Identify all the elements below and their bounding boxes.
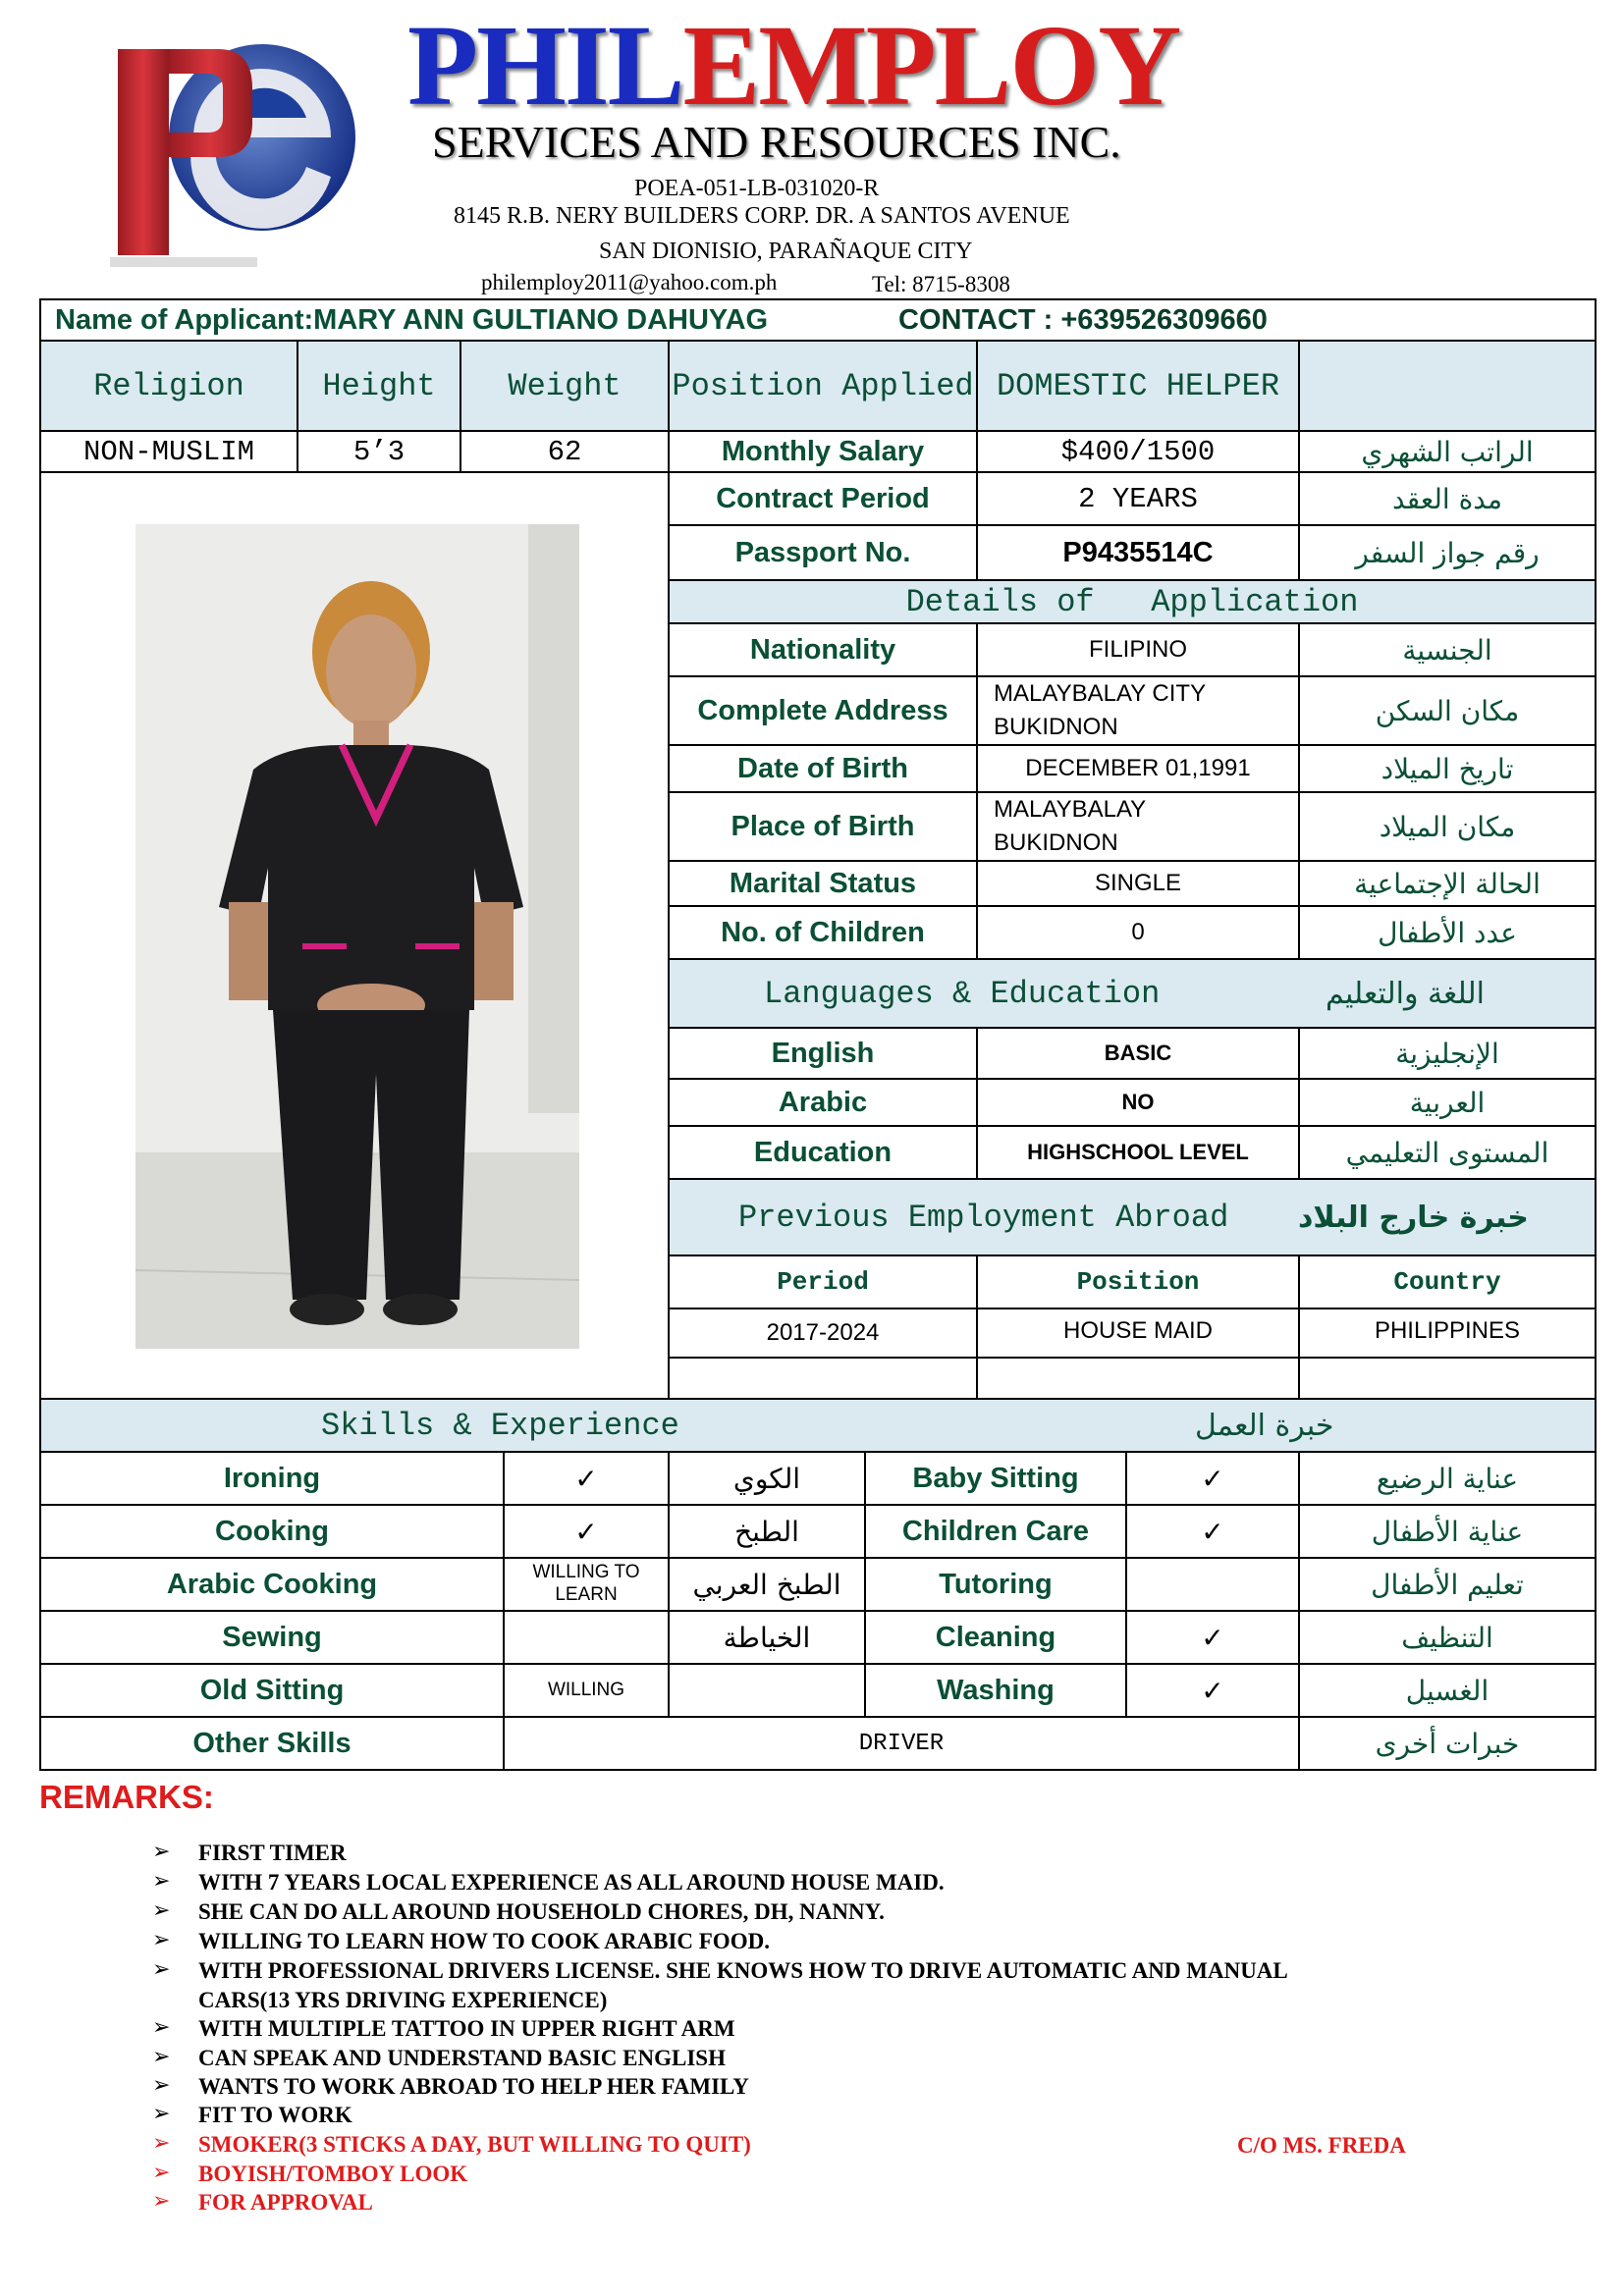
logo-graphic: [110, 29, 365, 275]
employment-country: PHILIPPINES: [1298, 1308, 1597, 1359]
position-column-header: Position: [976, 1255, 1300, 1309]
company-logo: [110, 29, 365, 275]
arrow-bullet-icon: ➢: [152, 2131, 171, 2156]
skill-ironing-check: ✓: [503, 1451, 670, 1506]
arrow-bullet-icon: ➢: [152, 2073, 171, 2098]
employment-position: HOUSE MAID: [976, 1308, 1300, 1359]
skill-children-care-arabic: عناية الأطفال: [1298, 1504, 1597, 1559]
employment-period: 2017-2024: [668, 1308, 978, 1359]
nationality-label: Nationality: [668, 622, 978, 677]
languages-section-title: Languages & Education: [764, 975, 1161, 1012]
contract-period-arabic: مدة العقد: [1298, 471, 1597, 526]
religion-header: Religion: [39, 340, 298, 432]
arrow-bullet-icon: ➢: [152, 2189, 171, 2214]
company-email: philemploy2011@yahoo.com.ph: [481, 270, 778, 294]
employment-period-empty: [668, 1357, 978, 1400]
skills-section-header: [39, 1398, 1597, 1453]
skill-cooking-check: ✓: [503, 1504, 670, 1559]
english-arabic: الإنجليزية: [1298, 1027, 1597, 1080]
skill-children-care-check: ✓: [1125, 1504, 1300, 1559]
company-name-part1: PHIL: [407, 1, 683, 130]
arrow-bullet-icon: ➢: [152, 2045, 171, 2069]
arabic-label: Arabic: [668, 1078, 978, 1127]
arabic-arabic: العربية: [1298, 1078, 1597, 1127]
children-value: 0: [976, 905, 1300, 960]
skill-ironing-arabic: الكوي: [668, 1451, 866, 1506]
marital-status-label: Marital Status: [668, 860, 978, 907]
employment-country-empty: [1298, 1357, 1597, 1400]
height-header: Height: [297, 340, 461, 432]
skill-arabic-cooking-value: WILLING TO LEARN: [503, 1557, 670, 1612]
skill-baby-sitting-check: ✓: [1125, 1451, 1300, 1506]
dob-label: Date of Birth: [668, 744, 978, 793]
skill-washing-arabic: الغسيل: [1298, 1663, 1597, 1718]
skill-sewing-check: [503, 1610, 670, 1665]
care-of-note: C/O MS. FREDA: [1237, 2133, 1406, 2158]
company-name: [407, 1, 1180, 130]
skill-old-sitting-arabic: [668, 1663, 866, 1718]
position-arabic-blank: [1298, 340, 1597, 432]
skill-old-sitting-value: WILLING: [503, 1663, 670, 1718]
english-value: BASIC: [976, 1027, 1300, 1080]
skill-washing-label: Washing: [864, 1663, 1127, 1718]
applicant-photo: [135, 524, 579, 1349]
country-column-header: Country: [1298, 1255, 1597, 1309]
arrow-bullet-icon: ➢: [152, 1898, 171, 1923]
skill-ironing-label: Ironing: [39, 1451, 505, 1506]
monthly-salary-value: $400/1500: [976, 430, 1300, 473]
company-name-part2: EMPLOY: [682, 1, 1180, 130]
company-subtitle: SERVICES AND RESOURCES INC.: [432, 117, 1121, 167]
arrow-bullet-icon: ➢: [152, 2161, 171, 2185]
skill-baby-sitting-arabic: عناية الرضيع: [1298, 1451, 1597, 1506]
arrow-bullet-icon: ➢: [152, 1928, 171, 1952]
position-applied-value: DOMESTIC HELPER: [976, 340, 1300, 432]
passport-label: Passport No.: [668, 524, 978, 581]
contract-period-value: 2 YEARS: [976, 471, 1300, 526]
skill-washing-check: ✓: [1125, 1663, 1300, 1718]
languages-section-title-arabic: اللغة والتعليم: [1326, 976, 1485, 1011]
education-label: Education: [668, 1125, 978, 1180]
employment-section-title: Previous Employment Abroad: [738, 1199, 1229, 1236]
passport-arabic: رقم جواز السفر: [1298, 524, 1597, 581]
pob-arabic: مكان الميلاد: [1298, 791, 1597, 862]
address-value: MALAYBALAY CITY BUKIDNON: [976, 675, 1300, 746]
skill-arabic-cooking-label: Arabic Cooking: [39, 1557, 505, 1612]
children-arabic: عدد الأطفال: [1298, 905, 1597, 960]
address-line-1: 8145 R.B. NERY BUILDERS CORP. DR. A SANTOS AVENUE: [454, 203, 1070, 229]
address-line-2: SAN DIONISIO, PARAÑAQUE CITY: [599, 239, 973, 264]
skill-cooking-label: Cooking: [39, 1504, 505, 1559]
other-skills-label: Other Skills: [39, 1716, 505, 1771]
contract-period-label: Contract Period: [668, 471, 978, 526]
arrow-bullet-icon: ➢: [152, 1840, 171, 1864]
height-value: 5’3: [297, 430, 461, 473]
dob-arabic: تاريخ الميلاد: [1298, 744, 1597, 793]
skill-arabic-cooking-arabic: الطبخ العربي: [668, 1557, 866, 1612]
english-label: English: [668, 1027, 978, 1080]
nationality-value: FILIPINO: [976, 622, 1300, 677]
arrow-bullet-icon: ➢: [152, 2015, 171, 2040]
skills-section-title: Skills & Experience: [321, 1407, 679, 1444]
address-label: Complete Address: [668, 675, 978, 746]
monthly-salary-label: Monthly Salary: [668, 430, 978, 473]
license-number: POEA-051-LB-031020-R: [634, 176, 880, 201]
arrow-bullet-icon: ➢: [152, 1957, 171, 1982]
skill-baby-sitting-label: Baby Sitting: [864, 1451, 1127, 1506]
nationality-arabic: الجنسية: [1298, 622, 1597, 677]
applicant-photo-graphic: [135, 524, 579, 1349]
religion-value: NON-MUSLIM: [39, 430, 298, 473]
skill-sewing-label: Sewing: [39, 1610, 505, 1665]
applicant-name-row: [39, 298, 1597, 342]
passport-value: P9435514C: [976, 524, 1300, 581]
other-skills-arabic: خبرات أخرى: [1298, 1716, 1597, 1771]
employment-section-title-arabic: خبرة خارج البلاد: [1298, 1200, 1529, 1235]
arrow-bullet-icon: ➢: [152, 2102, 171, 2126]
education-arabic: المستوى التعليمي: [1298, 1125, 1597, 1180]
arrow-bullet-icon: ➢: [152, 1869, 171, 1894]
skill-sewing-arabic: الخياطة: [668, 1610, 866, 1665]
skill-tutoring-label: Tutoring: [864, 1557, 1127, 1612]
education-value: HIGHSCHOOL LEVEL: [976, 1125, 1300, 1180]
address-arabic: مكان السكن: [1298, 675, 1597, 746]
skill-old-sitting-label: Old Sitting: [39, 1663, 505, 1718]
period-column-header: Period: [668, 1255, 978, 1309]
skill-cleaning-label: Cleaning: [864, 1610, 1127, 1665]
employment-position-empty: [976, 1357, 1300, 1400]
position-applied-header: Position Applied: [668, 340, 978, 432]
marital-status-arabic: الحالة الإجتماعية: [1298, 860, 1597, 907]
marital-status-value: SINGLE: [976, 860, 1300, 907]
children-label: No. of Children: [668, 905, 978, 960]
photo-frame: [39, 471, 670, 1400]
employment-section-header: [668, 1178, 1597, 1256]
arabic-value: NO: [976, 1078, 1300, 1127]
details-section-title: Details of Application: [668, 579, 1597, 624]
company-phone: Tel: 8715-8308: [872, 272, 1010, 296]
dob-value: DECEMBER 01,1991: [976, 744, 1300, 793]
skills-section-title-arabic: خبرة العمل: [1195, 1408, 1334, 1443]
pob-label: Place of Birth: [668, 791, 978, 862]
skill-cooking-arabic: الطبخ: [668, 1504, 866, 1559]
skill-tutoring-arabic: تعليم الأطفال: [1298, 1557, 1597, 1612]
other-skills-value: DRIVER: [503, 1716, 1300, 1771]
weight-header: Weight: [460, 340, 670, 432]
monthly-salary-arabic: الراتب الشهري: [1298, 430, 1597, 473]
weight-value: 62: [460, 430, 670, 473]
applicant-contact: CONTACT : +639526309660: [898, 303, 1268, 336]
remarks-title: REMARKS:: [39, 1779, 214, 1815]
languages-section-header: [668, 958, 1597, 1029]
skill-children-care-label: Children Care: [864, 1504, 1127, 1559]
skill-cleaning-check: ✓: [1125, 1610, 1300, 1665]
pob-value: MALAYBALAY BUKIDNON: [976, 791, 1300, 862]
skill-tutoring-check: [1125, 1557, 1300, 1612]
skill-cleaning-arabic: التنظيف: [1298, 1610, 1597, 1665]
applicant-name: Name of Applicant:MARY ANN GULTIANO DAHUYAG: [55, 303, 769, 336]
